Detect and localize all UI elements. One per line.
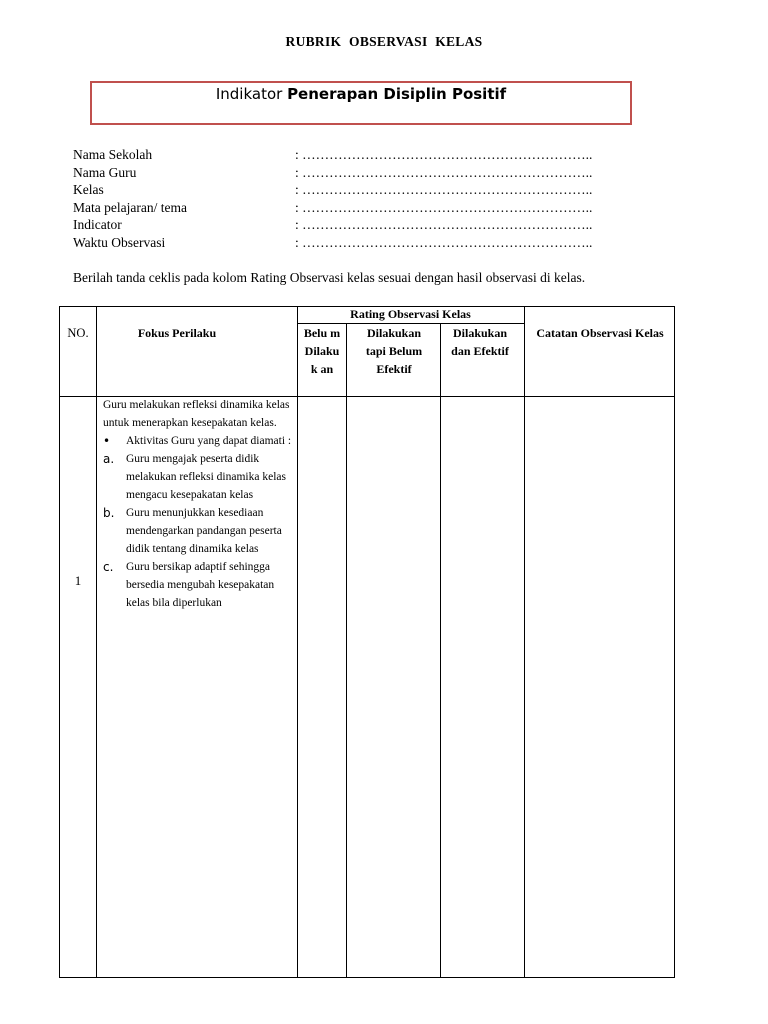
activity-item-c — [103, 558, 293, 612]
info-label-nama-guru: Nama Guru — [73, 165, 137, 180]
info-label-waktu-observasi: Waktu Observasi — [73, 235, 166, 250]
header-catatan: Catatan Observasi Kelas — [536, 326, 664, 340]
indicator-heading — [92, 85, 630, 103]
rating-cell-efektif[interactable] — [441, 397, 524, 977]
header-rating-belum — [302, 324, 342, 378]
info-label-kelas: Kelas — [73, 182, 104, 197]
header-rating-belum-text: Belu m Dilakuk an — [303, 326, 341, 376]
indicator-title: Penerapan Disiplin Positif — [287, 85, 507, 103]
rating-cell-belum[interactable] — [298, 397, 346, 977]
header-rating-efektif: Dilakukan dan Efektif — [451, 326, 509, 358]
instruction-text: Berilah tanda ceklis pada kolom Rating Observasi kelas sesuai dengan hasil observasi di kelas. — [73, 270, 586, 285]
col-divider-no — [96, 306, 97, 978]
header-rating-tapi-belum: Dilakukan tapi Belum Efektif — [365, 326, 423, 376]
info-field-kelas[interactable]: : ……………………………………………………….. — [295, 182, 593, 197]
item-marker-a: a. — [103, 452, 115, 466]
activity-item-b — [103, 504, 293, 558]
activity-item-c-text: Guru bersikap adaptif sehingga bersedia mengubah kesepakatan kelas bila diperlukan — [126, 561, 275, 609]
info-field-nama-guru[interactable]: : ……………………………………………………….. — [295, 165, 593, 180]
catatan-cell[interactable] — [525, 397, 674, 977]
item-marker-b: b. — [103, 506, 115, 520]
table-border-left — [59, 306, 60, 978]
info-label-mata-pelajaran: Mata pelajaran/ tema — [73, 200, 187, 215]
header-no: NO. — [67, 326, 89, 340]
header-rating-group: Rating Observasi Kelas — [350, 307, 471, 321]
info-label-nama-sekolah: Nama Sekolah — [73, 147, 153, 162]
header-fokus-perilaku: Fokus Perilaku — [137, 326, 217, 340]
document-title: RUBRIK OBSERVASI KELAS — [285, 34, 483, 49]
info-label-indicator: Indicator — [73, 217, 122, 232]
table-border-bottom — [59, 977, 675, 978]
rating-cell-tapi-belum[interactable] — [347, 397, 440, 977]
activity-item-b-text: Guru menunjukkan kesediaan mendengarkan pandangan peserta didik tentang dinamika kelas — [126, 507, 282, 555]
fokus-intro: Guru melakukan refleksi dinamika kelas untuk menerapkan kesepakatan kelas. — [103, 399, 290, 429]
indicator-prefix: Indikator — [215, 85, 288, 103]
info-field-indicator[interactable]: : ……………………………………………………….. — [295, 217, 593, 232]
activity-bullet — [103, 432, 293, 450]
item-marker-c: c. — [103, 560, 114, 574]
info-field-mata-pelajaran[interactable]: : ……………………………………………………….. — [295, 200, 593, 215]
bullet-icon: • — [103, 434, 111, 448]
indicator-box — [90, 81, 632, 125]
info-field-waktu-observasi[interactable]: : ……………………………………………………….. — [295, 235, 593, 250]
activity-text: Aktivitas Guru yang dapat diamati : — [126, 435, 292, 447]
activity-item-a-text: Guru mengajak peserta didik melakukan refleksi dinamika kelas mengacu kesepakatan kelas — [126, 453, 286, 501]
row-number: 1 — [74, 573, 82, 588]
info-field-nama-sekolah[interactable]: : ……………………………………………………….. — [295, 147, 593, 162]
activity-item-a — [103, 450, 293, 504]
table-border-right — [674, 306, 675, 978]
fokus-perilaku-cell — [103, 396, 293, 612]
